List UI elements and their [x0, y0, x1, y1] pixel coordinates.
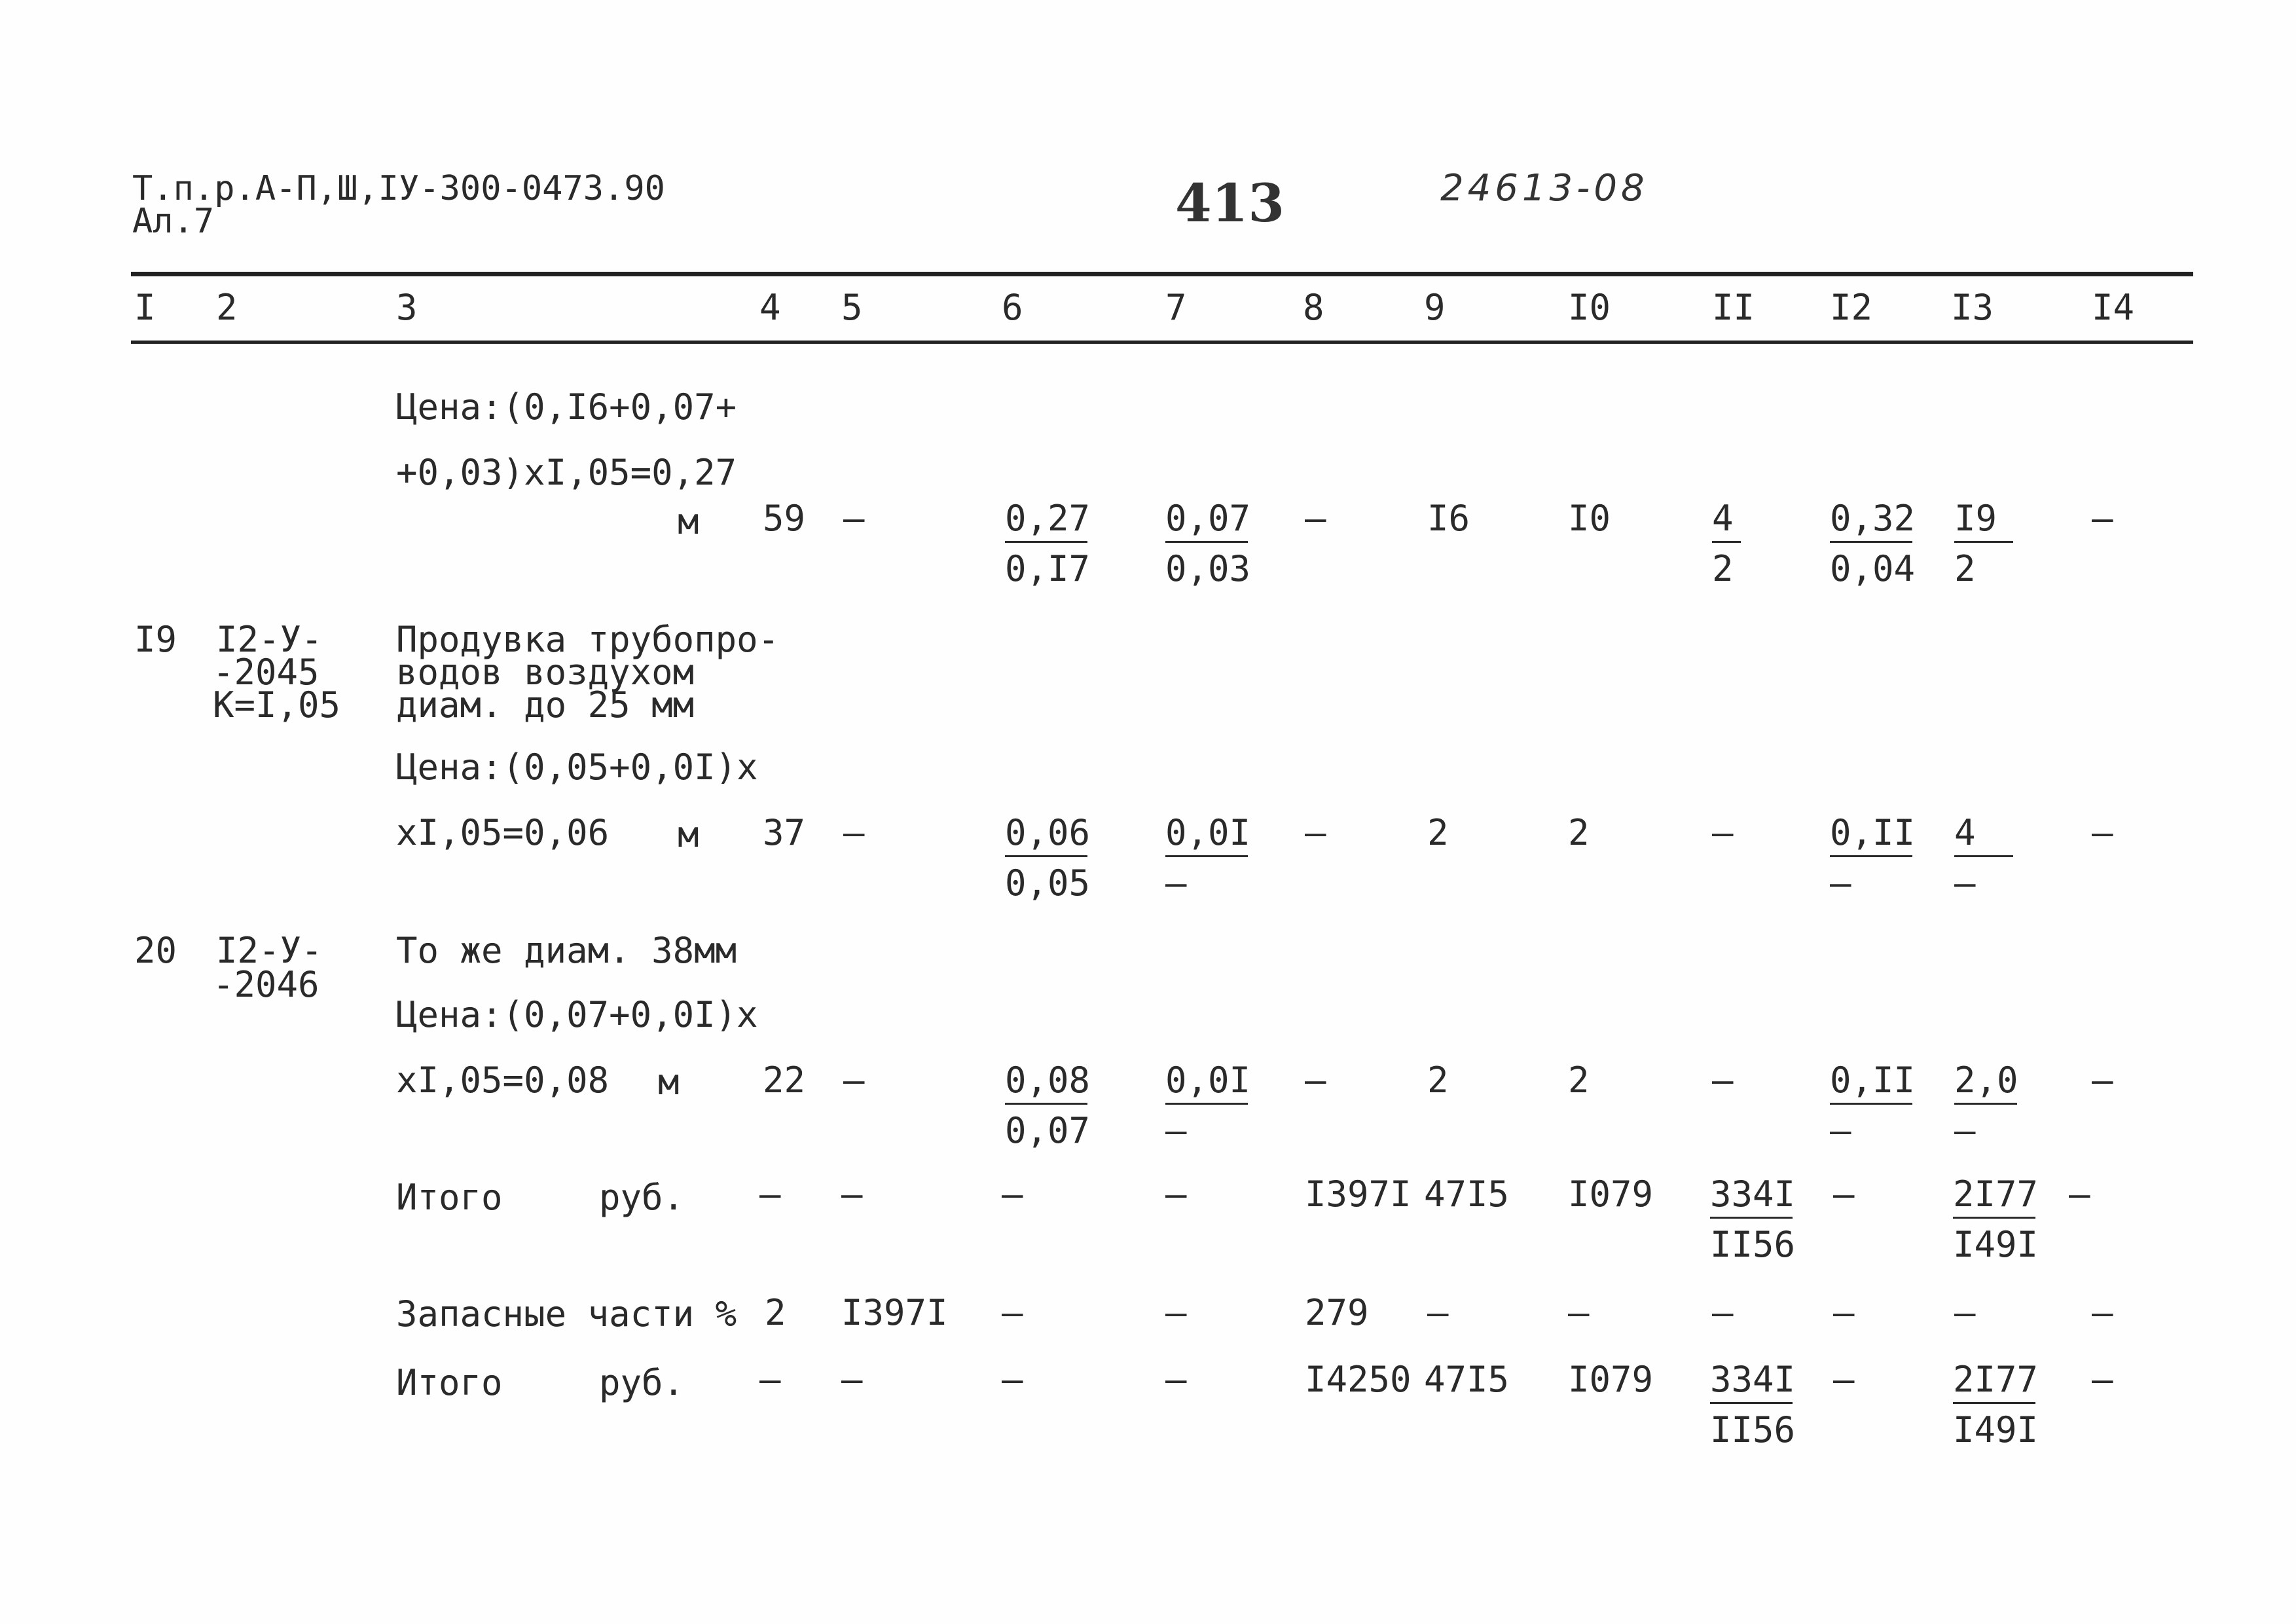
item-code-line2: -2045: [213, 652, 319, 693]
cell-col12: –: [1833, 1173, 1855, 1215]
spare-parts-label: Запасные части %: [396, 1293, 737, 1335]
cell-col7-top: 0,0I: [1165, 812, 1251, 853]
fraction-line: [1830, 541, 1912, 543]
cell-col14: –: [2092, 1359, 2113, 1400]
fraction-line: [1954, 541, 2013, 543]
fraction-line: [1005, 1103, 1087, 1105]
cell-col6-top: 0,06: [1005, 812, 1091, 853]
cell-col6: –: [1002, 1173, 1023, 1215]
cell-col6-bottom: 0,07: [1005, 1110, 1091, 1151]
description-line1: Продувка трубопро-: [396, 619, 780, 660]
cell-col12-bottom: 0,04: [1830, 548, 1916, 589]
description-line1: То же диам. 38мм: [396, 930, 737, 971]
cell-col12-top: 0,32: [1830, 498, 1916, 539]
cell-col11-top: 334I: [1710, 1173, 1796, 1215]
fraction-line: [1712, 541, 1741, 543]
col-header-2: 2: [216, 287, 238, 328]
cell-col7-top: 0,0I: [1165, 1060, 1251, 1101]
cell-col13: –: [1954, 1292, 1976, 1333]
description-line2: водов воздухом: [396, 652, 695, 693]
document-code: Т.п.р.А-П,Ш,IУ-300-0473.90: [132, 169, 665, 208]
sheet-number: Ал.7: [132, 202, 215, 241]
total-label: Итого: [396, 1362, 503, 1403]
total-unit: руб.: [599, 1362, 685, 1403]
cell-col7: –: [1165, 1173, 1187, 1215]
fraction-line: [1830, 1103, 1912, 1105]
cell-col8: I397I: [1305, 1173, 1412, 1215]
col-header-8: 8: [1303, 287, 1324, 328]
item-code-line1: I2-У-: [216, 619, 323, 660]
cell-col14: –: [2092, 812, 2113, 853]
cell-col6-bottom: 0,I7: [1005, 548, 1091, 589]
cell-col7-bottom: –: [1165, 862, 1187, 904]
col-header-9: 9: [1424, 287, 1446, 328]
price-formula-line1: Цена:(0,05+0,0I)x: [396, 747, 758, 788]
cell-col6-bottom: 0,05: [1005, 862, 1091, 904]
cell-col10: –: [1568, 1292, 1590, 1333]
cell-col12-top: 0,II: [1830, 1060, 1916, 1101]
cell-col9: I6: [1427, 498, 1470, 539]
cell-col13-bottom: –: [1954, 1110, 1976, 1151]
item-code-line3: К=I,05: [213, 684, 341, 726]
cell-col7: –: [1165, 1292, 1187, 1333]
cell-col13-bottom: –: [1954, 862, 1976, 904]
unit: м: [658, 1061, 680, 1103]
cell-col7-bottom: –: [1165, 1110, 1187, 1151]
col-header-6: 6: [1002, 287, 1023, 328]
cell-col10: I0: [1568, 498, 1611, 539]
fraction-line: [1165, 1103, 1248, 1105]
cell-col12-bottom: –: [1830, 862, 1851, 904]
cell-col10: 2: [1568, 1060, 1590, 1101]
cell-col11: –: [1712, 1060, 1734, 1101]
cell-col4: 37: [763, 812, 806, 853]
description-line3: диам. до 25 мм: [396, 684, 695, 726]
cell-col11: –: [1712, 812, 1734, 853]
total-label: Итого: [396, 1177, 503, 1218]
col-header-4: 4: [759, 287, 781, 328]
cell-col7-bottom: 0,03: [1165, 548, 1251, 589]
cell-col12: –: [1833, 1359, 1855, 1400]
cell-col5: –: [843, 1060, 865, 1101]
cell-col6: –: [1002, 1359, 1023, 1400]
price-formula-line2: xI,05=0,06: [396, 812, 610, 853]
cell-col11-top: 4: [1712, 498, 1734, 539]
cell-col11-bottom: II56: [1710, 1224, 1796, 1265]
price-formula-line2: xI,05=0,08: [396, 1060, 610, 1101]
col-header-13: I3: [1951, 287, 1994, 328]
cell-col11-bottom: II56: [1710, 1409, 1796, 1450]
cell-col11-top: 334I: [1710, 1359, 1796, 1400]
cell-col4: –: [759, 1359, 781, 1400]
fraction-line: [1710, 1402, 1793, 1404]
cell-col8: I4250: [1305, 1359, 1412, 1400]
col-header-3: 3: [396, 287, 418, 328]
col-header-1: I: [134, 287, 156, 328]
fraction-line: [1830, 855, 1912, 857]
cell-col13-top: 2I77: [1953, 1173, 2039, 1215]
cell-col7-top: 0,07: [1165, 498, 1251, 539]
fraction-line: [1165, 855, 1248, 857]
row-number: I9: [134, 619, 177, 660]
fraction-line: [1954, 1103, 2017, 1105]
cell-col13-bottom: I49I: [1953, 1409, 2039, 1450]
cell-col5: –: [841, 1359, 863, 1400]
header-top-rule: [131, 272, 2193, 276]
fraction-line: [1954, 855, 2013, 857]
col-header-10: I0: [1568, 287, 1611, 328]
cell-col7: –: [1165, 1359, 1187, 1400]
cell-col13-top: 2,0: [1954, 1060, 2018, 1101]
col-header-11: II: [1712, 287, 1755, 328]
item-code-line2: -2046: [213, 964, 319, 1005]
cell-col6-top: 0,08: [1005, 1060, 1091, 1101]
fraction-line: [1953, 1402, 2035, 1404]
fraction-line: [1005, 541, 1087, 543]
cell-col4: 59: [763, 498, 806, 539]
cell-col13-top: I9: [1954, 498, 1997, 539]
cell-col4: 22: [763, 1060, 806, 1101]
cell-col10: I079: [1568, 1173, 1654, 1215]
cell-col10: 2: [1568, 812, 1590, 853]
total-unit: руб.: [599, 1177, 685, 1218]
col-header-14: I4: [2092, 287, 2135, 328]
cell-col8: –: [1305, 812, 1326, 853]
cell-col8: –: [1305, 1060, 1326, 1101]
cell-col8: –: [1305, 498, 1326, 539]
cell-col14: –: [2069, 1173, 2090, 1215]
unit: м: [678, 501, 699, 542]
cell-col5: I397I: [841, 1292, 948, 1333]
page-number: 413: [1175, 172, 1285, 234]
col-header-12: I2: [1830, 287, 1873, 328]
cell-col9: 2: [1427, 1060, 1449, 1101]
fraction-line: [1005, 855, 1087, 857]
header-bottom-rule: [131, 341, 2193, 344]
col-header-5: 5: [841, 287, 863, 328]
handwritten-code: 24613-08: [1440, 167, 1649, 210]
cell-col13-top: 2I77: [1953, 1359, 2039, 1400]
cell-col8: 279: [1305, 1292, 1369, 1333]
fraction-line: [1953, 1217, 2035, 1219]
cell-col9: 47I5: [1424, 1173, 1510, 1215]
cell-col12-top: 0,II: [1830, 812, 1916, 853]
price-formula-line2: +0,03)xI,05=0,27: [396, 452, 737, 493]
col-header-7: 7: [1165, 287, 1187, 328]
cell-col11-bottom: 2: [1712, 548, 1734, 589]
cell-col11: –: [1712, 1292, 1734, 1333]
cell-col13-bottom: 2: [1954, 548, 1976, 589]
cell-col12-bottom: –: [1830, 1110, 1851, 1151]
cell-col12: –: [1833, 1292, 1855, 1333]
fraction-line: [1710, 1217, 1793, 1219]
cell-col14: –: [2092, 1060, 2113, 1101]
cell-col4: –: [759, 1173, 781, 1215]
row-number: 20: [134, 930, 177, 971]
cell-col9: 2: [1427, 812, 1449, 853]
cell-col10: I079: [1568, 1359, 1654, 1400]
unit: м: [678, 814, 699, 855]
cell-col6-top: 0,27: [1005, 498, 1091, 539]
cell-col9: 47I5: [1424, 1359, 1510, 1400]
cell-col4: 2: [765, 1292, 786, 1333]
price-formula-line1: Цена:(0,07+0,0I)x: [396, 994, 758, 1035]
cell-col14: –: [2092, 1292, 2113, 1333]
cell-col9: –: [1427, 1292, 1449, 1333]
price-formula-line1: Цена:(0,I6+0,07+: [396, 386, 737, 428]
cell-col14: –: [2092, 498, 2113, 539]
cell-col5: –: [841, 1173, 863, 1215]
cell-col5: –: [843, 812, 865, 853]
cell-col5: –: [843, 498, 865, 539]
fraction-line: [1165, 541, 1248, 543]
cell-col13-top: 4: [1954, 812, 1976, 853]
cell-col13-bottom: I49I: [1953, 1224, 2039, 1265]
item-code-line1: I2-У-: [216, 930, 323, 971]
cell-col6: –: [1002, 1292, 1023, 1333]
